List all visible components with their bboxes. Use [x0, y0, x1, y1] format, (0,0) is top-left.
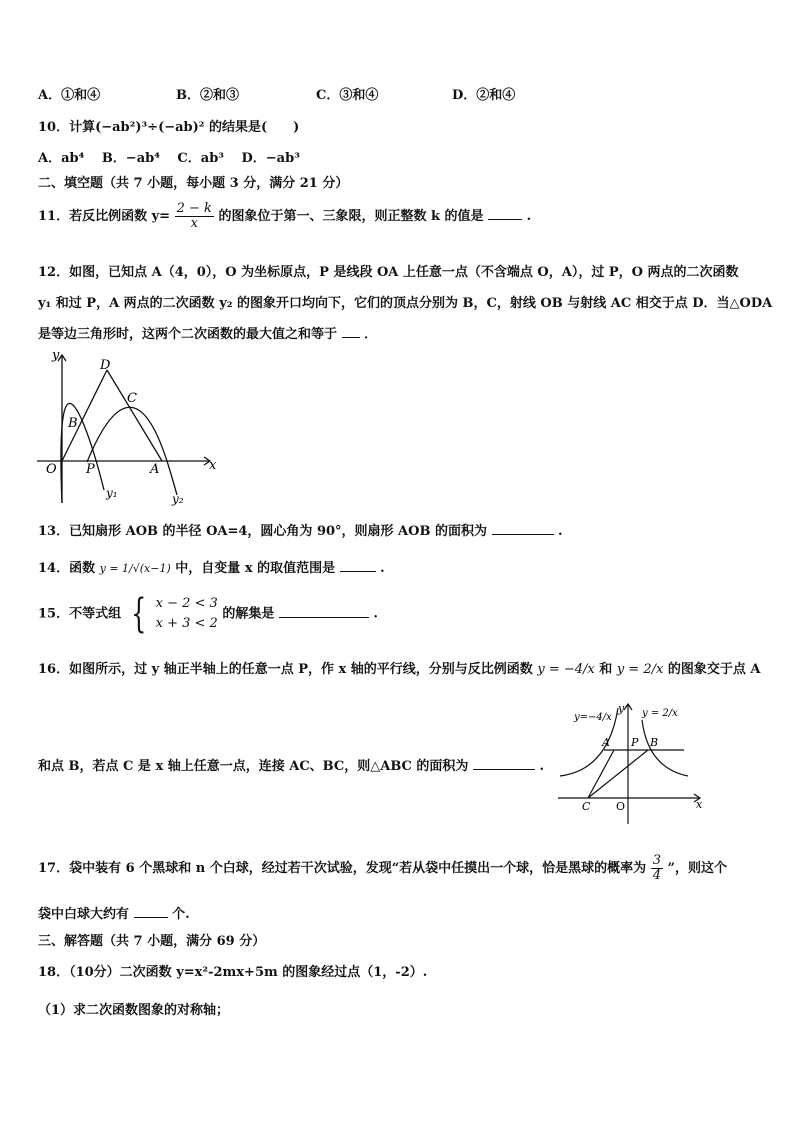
q17-numerator: 3: [652, 853, 661, 868]
fig16-label-o: O: [616, 800, 626, 813]
q16-line1-prefix: 16．如图所示，过 y 轴正半轴上的任意一点 P，作 x 轴的平行线，分别与反比例函数: [38, 662, 533, 677]
q9-option-a: A．①和④: [38, 88, 101, 103]
fig16-curve-pos: [642, 720, 688, 776]
q16-and: 和: [599, 662, 613, 677]
q13-end: .: [558, 524, 563, 539]
q16-line2: [38, 755, 544, 774]
q9-option-d: D．②和④: [452, 88, 516, 103]
fig12-curve-y2: [87, 407, 177, 495]
fig16-segment-ac: [588, 750, 614, 798]
q9-option-b: B．②和③: [176, 88, 239, 103]
q17-denominator: 4: [652, 868, 661, 883]
fig12-ray-ad: [107, 370, 162, 461]
fig12-label-p: P: [86, 462, 95, 477]
q11-prefix: 11．若反比例函数 y=: [38, 209, 171, 224]
q15-inequality-2: x + 3 < 2: [155, 616, 218, 631]
q10-text: 10．计算(−ab²)³÷(−ab)² 的结果是( ): [38, 120, 300, 135]
section-2-heading: 二、填空题（共 7 小题，每小题 3 分，满分 21 分）: [38, 176, 349, 191]
q12-line2: y₁ 和过 P，A 两点的二次函数 y₂ 的图象开口均向下，它们的顶点分别为 B，C，射线 OB 与射线 AC 相交于点 D．当△ODA: [38, 296, 773, 311]
fig12-label-x: x: [209, 458, 217, 473]
q15-answer-blank[interactable]: [279, 604, 369, 618]
q13-answer-blank[interactable]: [492, 521, 554, 535]
q15-end: .: [373, 606, 378, 622]
q14-formula: y = 1/√(x−1): [99, 562, 171, 575]
q16-end: .: [539, 759, 545, 774]
q14-prefix: 14．函数: [38, 561, 96, 576]
q16-function-1: y = −4/x: [537, 662, 595, 677]
q17-line2-text: 袋中白球大约有: [38, 907, 130, 922]
fig16-label-y: y: [618, 702, 625, 715]
fig12-label-b: B: [68, 416, 78, 431]
q13: [38, 520, 563, 539]
q17-fraction: [651, 854, 663, 883]
q16-line2-text: 和点 B，若点 C 是 x 轴上任意一点，连接 AC、BC，则△ABC 的面积为: [38, 759, 469, 774]
q12-end: ．: [364, 327, 378, 342]
q16-line1: [38, 658, 760, 677]
fig12-label-c: C: [127, 391, 137, 406]
fig12-label-d: D: [100, 358, 111, 373]
q15-suffix: 的解集是: [222, 606, 275, 622]
q14-end: .: [380, 561, 385, 576]
fig16-label-b: B: [650, 736, 659, 749]
q17-answer-blank[interactable]: [134, 904, 168, 918]
fig12-label-y2: y₂: [172, 492, 184, 506]
q18-text: 18．（10分）二次函数 y=x²-2mx+5m 的图象经过点（1，-2）.: [38, 965, 428, 980]
q17-line1-text: 17．袋中装有 6 个黑球和 n 个白球，经过若干次试验，发现“若从袋中任摸出一个球，恰是黑球的概率为: [38, 861, 647, 876]
q17-line1: [38, 854, 727, 883]
q17-line2: [38, 903, 190, 922]
q15: [38, 591, 378, 637]
q9-option-c: C．③和④: [316, 88, 379, 103]
q13-text: 13．已知扇形 AOB 的半径 OA=4，圆心角为 90°，则扇形 AOB 的面积为: [38, 524, 487, 539]
q12-figure: [32, 345, 227, 510]
q16-figure: [556, 700, 712, 826]
q15-inequality-1: x − 2 < 3: [155, 596, 218, 611]
q11-answer-blank[interactable]: [488, 206, 522, 220]
q14-suffix: 中，自变量 x 的取值范围是: [175, 561, 336, 576]
fig12-label-y: y: [52, 348, 60, 363]
q14: [38, 557, 385, 576]
q15-system: [156, 594, 218, 634]
q12-line3: [38, 323, 377, 342]
fig12-label-o: O: [46, 462, 57, 477]
q11-fraction: [175, 202, 214, 231]
q14-answer-blank[interactable]: [340, 558, 376, 572]
fig16-label-f1: y=−4/x: [574, 712, 612, 723]
q10-options: A．ab⁴ B．−ab⁴ C．ab³ D．−ab³: [38, 151, 300, 166]
q11-end: .: [526, 209, 532, 224]
q17-end: 个.: [172, 907, 190, 922]
q17-line1-suffix: ”，则这个: [667, 861, 727, 876]
fig12-label-y1: y₁: [106, 486, 118, 500]
q12-line1: 12．如图，已知点 A（4，0），O 为坐标原点，P 是线段 OA 上任意一点（不含端点 O，A），过 P，O 两点的二次函数: [38, 265, 739, 280]
fig16-label-f2: y = 2/x: [642, 708, 678, 719]
fig12-label-a: A: [150, 462, 160, 477]
q16-answer-blank[interactable]: [473, 756, 535, 770]
q11-denominator: x: [190, 216, 198, 231]
q11-suffix: 的图象位于第一、三象限，则正整数 k 的值是: [218, 209, 484, 224]
fig16-label-p: P: [631, 736, 639, 749]
q16-function-2: y = 2/x: [616, 662, 664, 677]
q18-sub1: （1）求二次函数图象的对称轴；: [38, 1003, 230, 1018]
q15-prefix: 15．不等式组: [38, 606, 122, 622]
q11-numerator: 2 − k: [176, 201, 212, 216]
q11: [38, 202, 531, 231]
fig16-label-x: x: [696, 798, 703, 811]
q12-answer-blank[interactable]: [342, 324, 360, 338]
section-3-heading: 三、解答题（共 7 小题，满分 69 分）: [38, 934, 266, 949]
q16-line1-suffix: 的图象交于点 A: [667, 662, 761, 677]
fig16-label-a: A: [602, 736, 610, 749]
fig16-label-c: C: [582, 800, 591, 813]
q15-brace: {: [130, 591, 146, 637]
q12-line3-text: 是等边三角形时，这两个二次函数的最大值之和等于: [38, 327, 338, 342]
